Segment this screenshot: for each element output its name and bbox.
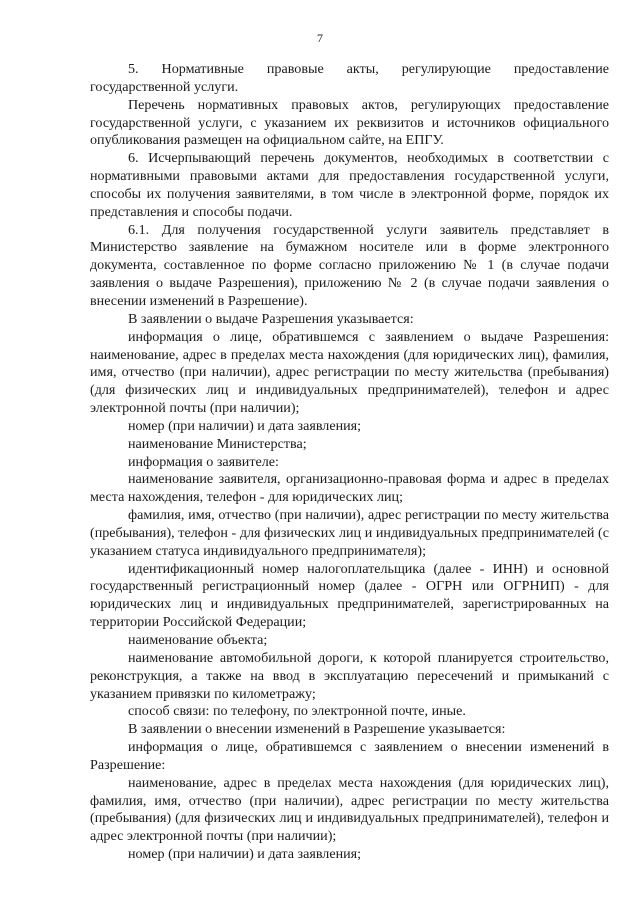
paragraph-object-name: наименование объекта;: [128, 632, 268, 648]
paragraph-application-number-date: номер (при наличии) и дата заявления;: [128, 417, 362, 434]
paragraph-applicant-info-heading: информация о заявителе:: [128, 453, 279, 470]
paragraph-6-1: 6.1. Для получения государственной услуги заявитель представляет в Министерство заявление на бумажном носителе или в форме электронного документа, составленное по форме согласно приложению № 1 (в случае подачи заявления о выдаче Разрешения), приложению № 2 (в случае подачи заявления о внесении изменений в Разрешение).: [90, 221, 609, 309]
paragraph-amendment-number-date: номер (при наличии) и дата заявления;: [128, 846, 362, 863]
paragraph-5-heading: 5. Нормативные правовые акты, регулирующие предоставление государственной услуги.: [90, 61, 609, 95]
paragraph-issue-application-intro: В заявлении о выдаче Разрешения указывается:: [128, 310, 414, 327]
paragraph-contact-method: способ связи: по телефону, по электронной почте, иные.: [128, 703, 466, 720]
document-body: [90, 61, 609, 864]
paragraph-legal-acts-list: Перечень нормативных правовых актов, регулирующих предоставление государственной услуги, с указанием их реквизитов и источников официального опубликования размещен на официальном сайте, на ЕПГУ.: [90, 96, 609, 149]
paragraph-road-name: наименование автомобильной дороги, к которой планируется строительство, реконструкция, а также на ввод в эксплуатацию пересечений и примыканий с указанием привязки по километражу;: [90, 649, 609, 702]
paragraph-ministry-name: наименование Министерства;: [128, 435, 307, 452]
paragraph-amendment-applicant-info: информация о лице, обратившемся с заявлением о внесении изменений в Разрешение:: [90, 739, 609, 773]
paragraph-amendment-application-intro: В заявлении о внесении изменений в Разрешение указывается:: [128, 721, 506, 738]
page-number: 7: [317, 31, 323, 45]
paragraph-amendment-applicant-details: наименование, адрес в пределах места нахождения (для юридических лиц), фамилия, имя, отчество (при наличии), адрес регистрации по месту жительства (пребывания) (для физических лиц и индивидуальных предпринимателей), телефон и адрес электронной почты (при наличии);: [90, 774, 609, 845]
paragraph-individual-details: фамилия, имя, отчество (при наличии), адрес регистрации по месту жительства (пребывания), телефон - для физических лиц и индивидуальных предпринимателей (с указанием статуса индивидуального предпринимателя);: [90, 507, 609, 559]
paragraph-legal-entity-details: наименование заявителя, организационно-правовая форма и адрес в пределах места нахождения, телефон - для юридических лиц;: [90, 471, 609, 506]
paragraph-applicant-info: информация о лице, обратившемся с заявлением о выдаче Разрешения: наименование, адрес в пределах места нахождения (для юридических лиц), фамилия, имя, отчество (при наличии), адрес регистрации по месту жительства (пребывания) (для физических лиц и индивидуальных предпринимателей), телефон и адрес электронной почты (при наличии);: [90, 328, 609, 417]
paragraph-6-heading: 6. Исчерпывающий перечень документов, необходимых в соответствии с нормативными правовыми актами для предоставления государственной услуги, способы их получения заявителями, в том числе в электронной форме, порядок их представления и способы подачи.: [90, 150, 609, 220]
paragraph-inn-ogrn: идентификационный номер налогоплательщика (далее - ИНН) и основной государственный регистрационный номер (далее - ОГРН или ОГРНИП) - для юридических лиц и индивидуальных предпринимателей, зарегистрированных на территории Российской Федерации;: [90, 560, 609, 631]
